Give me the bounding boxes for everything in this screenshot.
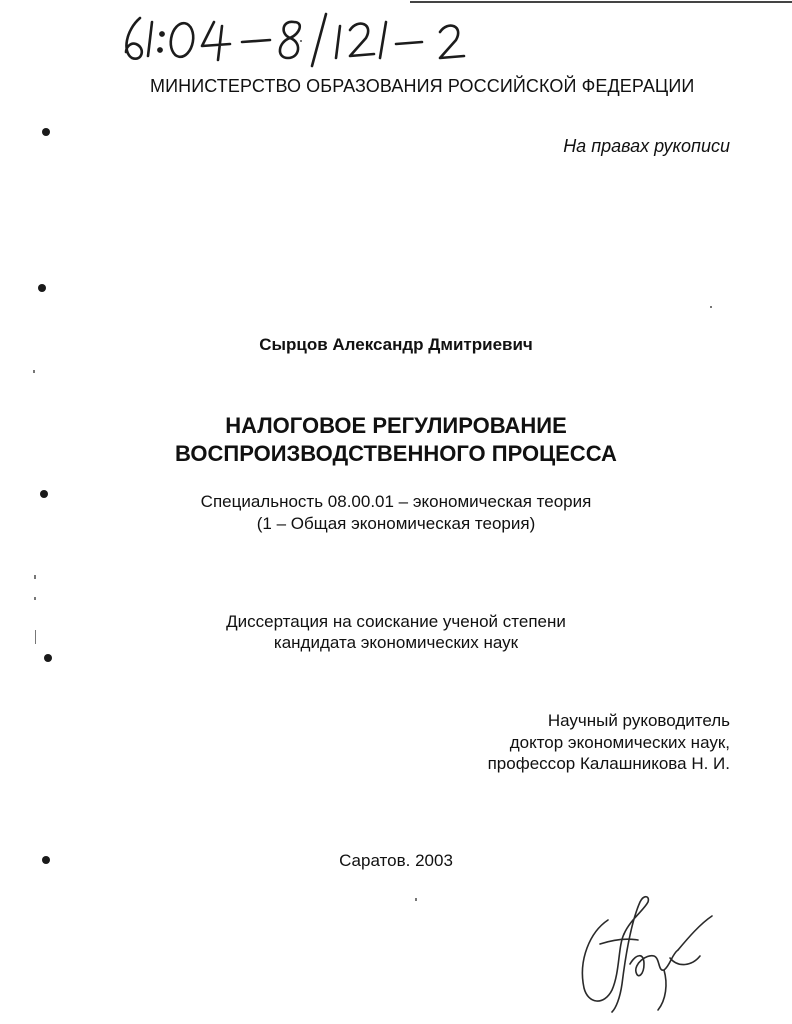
handwritten-code-icon [118, 8, 538, 70]
signature-icon [560, 880, 730, 1015]
degree-statement-line-2: кандидата экономических наук [273, 633, 519, 652]
supervisor-name: профессор Калашникова Н. И. [487, 754, 730, 773]
scan-speck [710, 306, 712, 308]
degree-statement-line-1: Диссертация на соискание ученой степени [226, 612, 566, 631]
author-name: Сырцов Александр Дмитриевич [259, 335, 533, 354]
scan-speck [34, 575, 36, 579]
punch-hole-icon [40, 490, 48, 498]
scan-speck [35, 630, 36, 644]
specialty-line-1: Специальность 08.00.01 – экономическая теория [200, 492, 592, 511]
punch-hole-icon [44, 654, 52, 662]
specialty-line-2: (1 – Общая экономическая теория) [256, 514, 536, 533]
scan-speck [33, 370, 35, 373]
manuscript-rights-note: На правах рукописи [563, 136, 730, 156]
punch-hole-icon [42, 128, 50, 136]
scan-speck [300, 40, 302, 42]
dissertation-title-line-1: НАЛОГОВОЕ РЕГУЛИРОВАНИЕ [225, 413, 567, 438]
supervisor-degree: доктор экономических наук, [509, 733, 730, 752]
supervisor-role: Научный руководитель [547, 711, 730, 730]
top-edge-line [410, 1, 792, 3]
punch-hole-icon [42, 856, 50, 864]
punch-hole-icon [38, 284, 46, 292]
dissertation-title-line-2: ВОСПРОИЗВОДСТВЕННОГО ПРОЦЕССА [175, 441, 617, 466]
scan-speck [34, 597, 36, 600]
city-year: Саратов. 2003 [339, 851, 453, 870]
scan-speck [415, 898, 417, 901]
ministry-heading: МИНИСТЕРСТВО ОБРАЗОВАНИЯ РОССИЙСКОЙ ФЕДЕРАЦИИ [150, 76, 695, 96]
